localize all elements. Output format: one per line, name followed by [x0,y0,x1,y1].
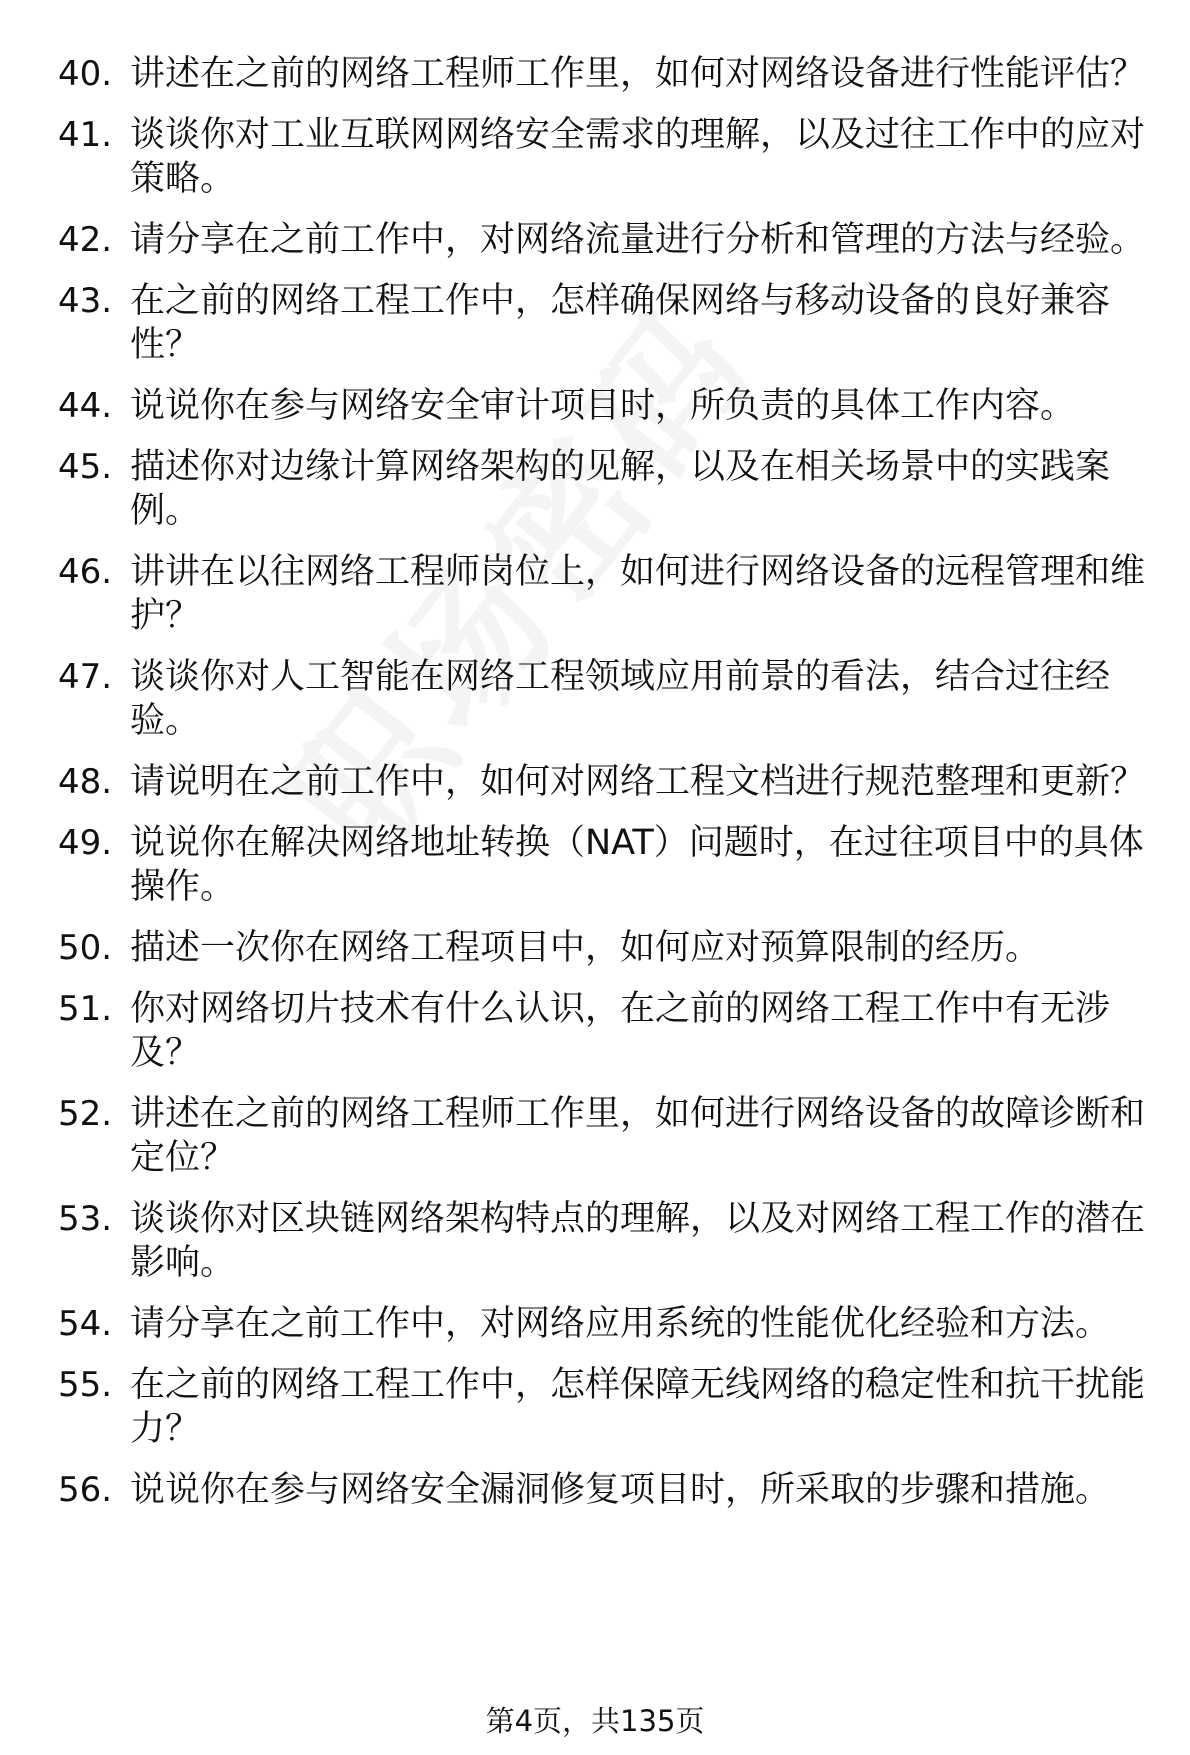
question-item-50 [0,926,1190,970]
question-item-54 [0,1302,1190,1346]
question-number: 40. [58,54,113,94]
question-number: 50. [58,928,113,968]
question-item-43 [0,279,1190,367]
question-item-51 [0,987,1190,1075]
question-item-41 [0,113,1190,201]
question-text: 在之前的网络工程工作中，怎样保障无线网络的稳定性和抗干扰能力？ [130,1365,1146,1449]
question-number: 53. [58,1199,113,1239]
question-text: 讲讲在以往网络工程师岗位上，如何进行网络设备的远程管理和维护？ [130,552,1146,636]
question-text: 谈谈你对工业互联网网络安全需求的理解，以及过往工作中的应对策略。 [130,115,1146,199]
question-item-53 [0,1197,1190,1285]
question-text: 谈谈你对人工智能在网络工程领域应用前景的看法，结合过往经验。 [130,657,1111,741]
question-item-56 [0,1468,1190,1512]
question-text: 描述你对边缘计算网络架构的见解，以及在相关场景中的实践案例。 [130,447,1111,531]
question-number: 41. [58,115,113,155]
question-item-40 [0,52,1190,96]
question-number: 48. [58,762,113,802]
question-item-49 [0,821,1190,909]
question-number: 54. [58,1304,113,1344]
question-item-42 [0,218,1190,262]
question-text: 在之前的网络工程工作中，怎样确保网络与移动设备的良好兼容性？ [130,281,1111,365]
question-item-44 [0,384,1190,428]
question-number: 43. [58,281,113,321]
question-number: 42. [58,220,113,260]
question-text: 说说你在参与网络安全审计项目时，所负责的具体工作内容。 [130,386,1076,426]
question-text: 谈谈你对区块链网络架构特点的理解，以及对网络工程工作的潜在影响。 [130,1199,1146,1283]
question-item-52 [0,1092,1190,1180]
question-number: 52. [58,1094,113,1134]
question-text: 描述一次你在网络工程项目中，如何应对预算限制的经历。 [130,928,1041,968]
question-list [0,52,1190,1529]
question-item-47 [0,655,1190,743]
question-text: 请分享在之前工作中，对网络应用系统的性能优化经验和方法。 [130,1304,1111,1344]
question-number: 49. [58,823,113,863]
question-number: 51. [58,989,113,1029]
question-number: 55. [58,1365,113,1405]
question-number: 45. [58,447,113,487]
question-text: 讲述在之前的网络工程师工作里，如何对网络设备进行性能评估？ [130,54,1146,94]
page-number-footer: 第4页，共135页 [485,1704,705,1738]
question-text: 说说你在解决网络地址转换（NAT）问题时，在过往项目中的具体操作。 [130,823,1144,907]
question-text: 你对网络切片技术有什么认识，在之前的网络工程工作中有无涉及？ [130,989,1111,1073]
question-text: 说说你在参与网络安全漏洞修复项目时，所采取的步骤和措施。 [130,1470,1111,1510]
question-item-46 [0,550,1190,638]
question-text: 讲述在之前的网络工程师工作里，如何进行网络设备的故障诊断和定位？ [130,1094,1146,1178]
question-item-45 [0,445,1190,533]
question-number: 47. [58,657,113,697]
question-text: 请分享在之前工作中，对网络流量进行分析和管理的方法与经验。 [130,220,1146,260]
question-number: 44. [58,386,113,426]
question-number: 46. [58,552,113,592]
question-number: 56. [58,1470,113,1510]
question-item-55 [0,1363,1190,1451]
question-text: 请说明在之前工作中，如何对网络工程文档进行规范整理和更新？ [130,762,1146,802]
question-item-48 [0,760,1190,804]
